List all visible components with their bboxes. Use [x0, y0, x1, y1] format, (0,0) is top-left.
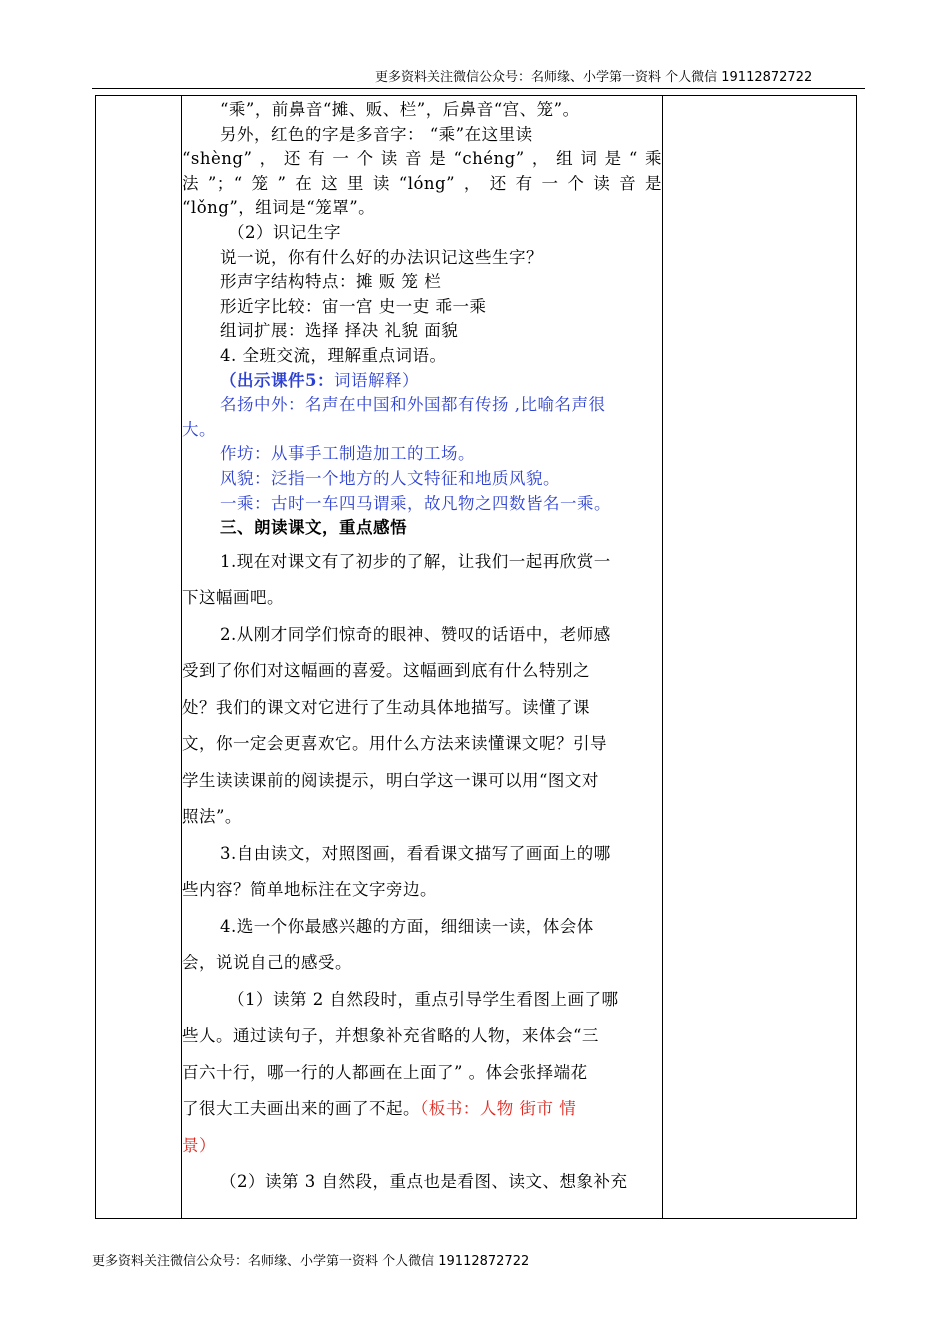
courseware-5-heading: [182, 369, 662, 394]
text-line: 另外，红色的字是多音字： “乘”在这里读: [220, 124, 533, 144]
board-note: 景）: [182, 1135, 216, 1155]
text-line: 些内容？简单地标注在文字旁边。: [182, 880, 437, 900]
courseware-label: （出示课件5：: [220, 370, 334, 390]
text-line: 4.选一个你最感兴趣的方面，细细读一读，体会体: [220, 916, 594, 936]
definition-line: 大。: [182, 419, 216, 439]
text-line: 形近字比较：宙一宫 史一吏 乖一乘: [220, 296, 487, 316]
text-line: [182, 1091, 662, 1128]
text-line: 形声字结构特点：摊 贩 笼 栏: [220, 272, 442, 292]
text-line: 文，你一定会更喜欢它。用什么方法来读懂课文呢？引导: [182, 734, 607, 754]
text-line: 法”；“笼”在这里读“lóng”，还有一个读音是: [182, 173, 662, 193]
text-line: 学生读读课前的阅读提示，明白学这一课可以用“图文对: [182, 770, 599, 790]
text-line: 说一说，你有什么好的办法识记这些生字？: [220, 247, 543, 267]
text-line: 4. 全班交流，理解重点词语。: [220, 345, 447, 365]
text-line: 些人。通过读句子，并想象补充省略的人物，来体会“三: [182, 1026, 599, 1046]
text-line: 百六十行，哪一行的人都画在上面了” 。体会张择端花: [182, 1062, 588, 1082]
section-heading: 三、朗读课文，重点感悟: [220, 518, 407, 538]
text-line: 会，说说自己的感受。: [182, 953, 352, 973]
text-line: （1）读第 2 自然段时，重点引导学生看图上画了哪: [228, 989, 619, 1009]
lesson-table: [95, 95, 857, 1219]
page-header: 更多资料关注微信公众号：名师缘、小学第一资料 个人微信 19112872722: [375, 70, 813, 85]
header-divider: [92, 88, 865, 89]
definition-line: 作坊：从事手工制造加工的工场。: [220, 444, 475, 464]
text-line: 照法”。: [182, 807, 242, 827]
definition-line: 一乘：古时一车四马谓乘，故凡物之四数皆名一乘。: [220, 493, 611, 513]
text-line: “lǒng”，组词是“笼罩”。: [182, 198, 376, 218]
page-footer: 更多资料关注微信公众号：名师缘、小学第一资料 个人微信 19112872722: [92, 1254, 530, 1269]
text-line: 1.现在对课文有了初步的了解，让我们一起再欣赏一: [220, 551, 611, 571]
lesson-content-cell: [182, 98, 662, 1201]
text-line: “乘”，前鼻音“摊、贩、栏”，后鼻音“宫、笼”。: [220, 100, 580, 119]
text-line: 受到了你们对这幅画的喜爱。这幅画到底有什么特别之: [182, 661, 590, 681]
text-line: 3.自由读文，对照图画，看看课文描写了画面上的哪: [220, 843, 611, 863]
definition-line: 风貌：泛指一个地方的人文特征和地质风貌。: [220, 468, 560, 488]
text-span: 了很大工夫画出来的画了不起。: [182, 1099, 420, 1119]
text-line: （2）读第 3 自然段，重点也是看图、读文、想象补充: [220, 1172, 628, 1192]
text-line: 组词扩展：选择 择决 礼貌 面貌: [220, 321, 459, 341]
text-line: （2）识记生字: [228, 222, 341, 242]
text-line: 处？我们的课文对它进行了生动具体地描写。读懂了课: [182, 697, 590, 717]
courseware-title: 词语解释）: [333, 370, 419, 390]
table-column-divider-right: [662, 96, 663, 1218]
board-note: （板书：人物 街市 情: [420, 1099, 577, 1119]
definition-line: 名扬中外：名声在中国和外国都有传扬 ,比喻名声很: [220, 395, 606, 415]
text-line: 2.从刚才同学们惊奇的眼神、赞叹的话语中，老师感: [220, 624, 611, 644]
text-line: 下这幅画吧。: [182, 588, 284, 608]
text-line: “shèng”，还有一个读音是“chéng”，组词是“乘: [182, 149, 662, 169]
